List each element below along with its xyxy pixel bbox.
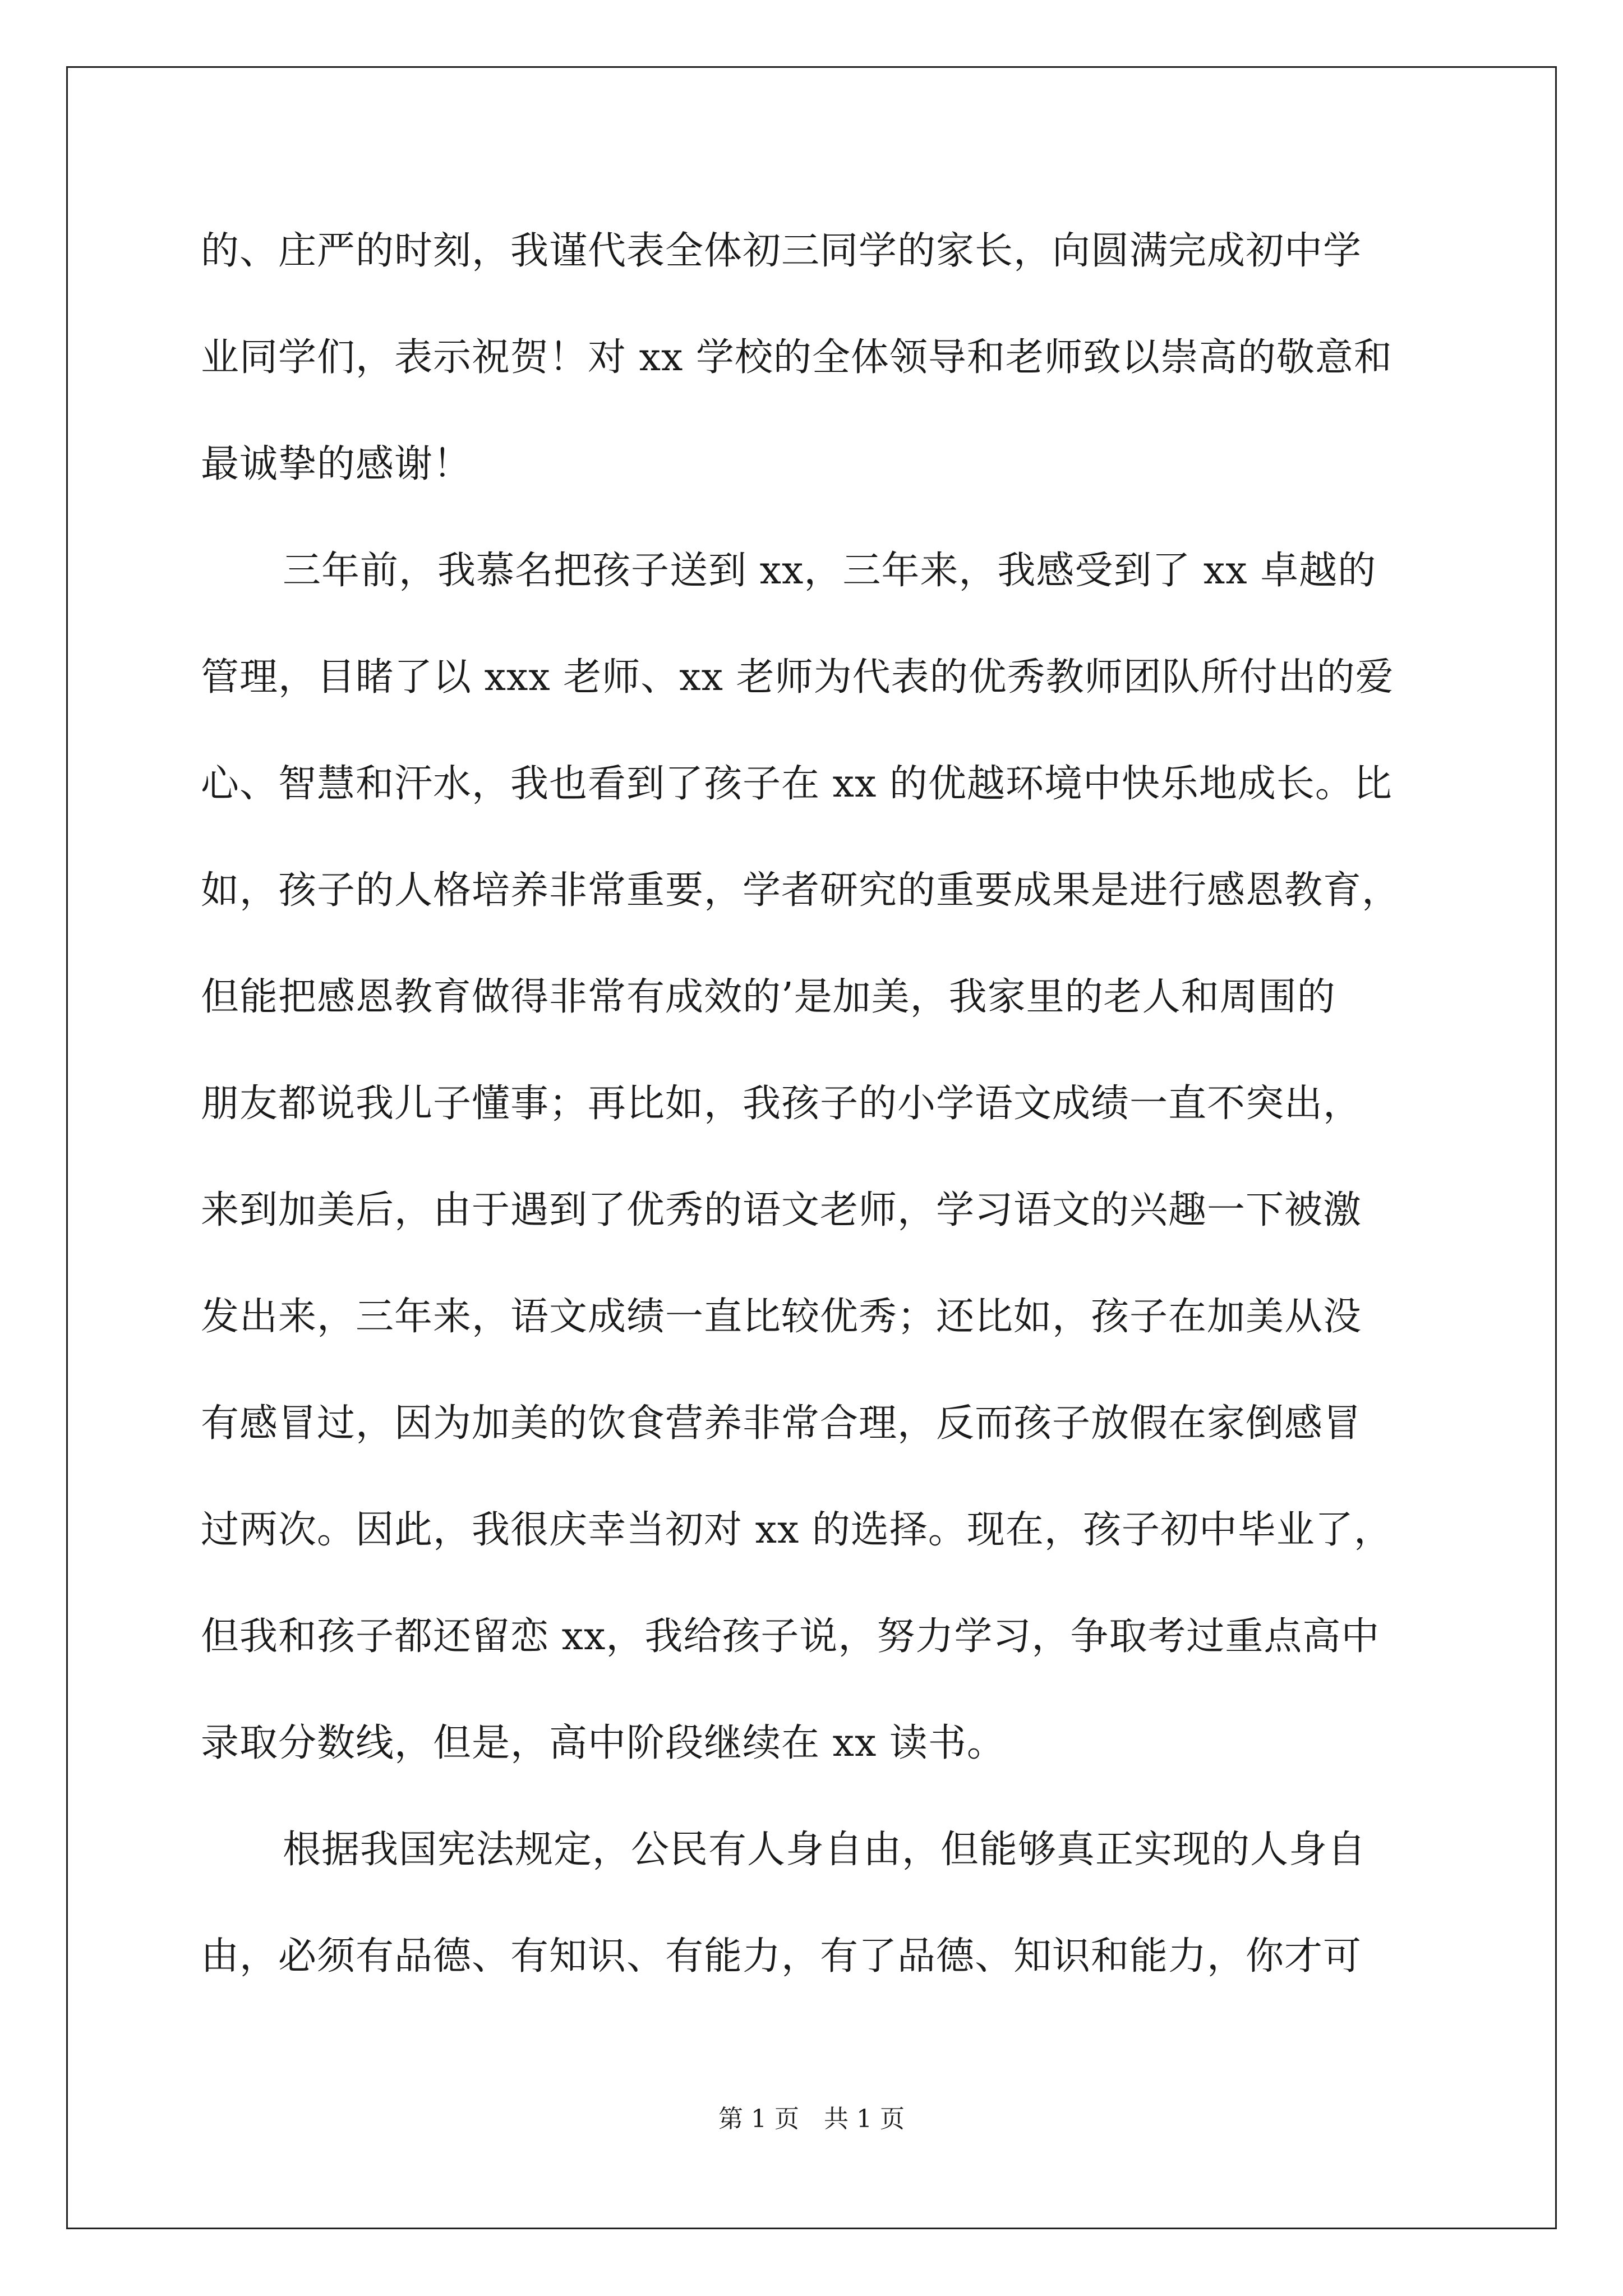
text-line: 如，孩子的人格培养非常重要，学者研究的重要成果是进行感恩教育， xyxy=(201,868,1401,913)
text-line: 发出来，三年来，语文成绩一直比较优秀；还比如，孩子在加美从没 xyxy=(201,1295,1362,1339)
text-line: 的、庄严的时刻，我谨代表全体初三同学的家长，向圆满完成初中学 xyxy=(201,229,1362,273)
text-line: 但能把感恩教育做得非常有成效的’是加美，我家里的老人和周围的 xyxy=(201,975,1336,1019)
text-line: 朋友都说我儿子懂事；再比如，我孩子的小学语文成绩一直不突出， xyxy=(201,1082,1362,1126)
text-line: 由，必须有品德、有知识、有能力，有了品德、知识和能力，你才可 xyxy=(201,1934,1362,1978)
document-body xyxy=(201,219,1423,2031)
text-line: 来到加美后，由于遇到了优秀的语文老师，学习语文的兴趣一下被激 xyxy=(201,1188,1362,1232)
text-line: 最诚挚的感谢！ xyxy=(201,442,472,486)
paragraph-start-line: 三年前，我慕名把孩子送到 xx，三年来，我感受到了 xx 卓越的 xyxy=(283,549,1377,593)
text-line: 过两次。因此，我很庆幸当初对 xx 的选择。现在，孩子初中毕业了， xyxy=(201,1508,1393,1552)
text-line: 有感冒过，因为加美的饮食营养非常合理，反而孩子放假在家倒感冒 xyxy=(201,1401,1362,1446)
text-line: 业同学们，表示祝贺！对 xx 学校的全体领导和老师致以崇高的敬意和 xyxy=(201,335,1393,380)
page-number-footer: 第 1 页 共 1 页 xyxy=(718,2105,905,2133)
text-line: 录取分数线，但是，高中阶段继续在 xx 读书。 xyxy=(201,1721,1006,1765)
text-line: 管理，目睹了以 xxx 老师、xx 老师为代表的优秀教师团队所付出的爱 xyxy=(201,655,1394,700)
text-line: 但我和孩子都还留恋 xx，我给孩子说，努力学习，争取考过重点高中 xyxy=(201,1614,1380,1659)
paragraph-start-line: 根据我国宪法规定，公民有人身自由，但能够真正实现的人身自 xyxy=(283,1828,1367,1872)
text-line: 心、智慧和汗水，我也看到了孩子在 xx 的优越环境中快乐地成长。比 xyxy=(201,762,1393,806)
